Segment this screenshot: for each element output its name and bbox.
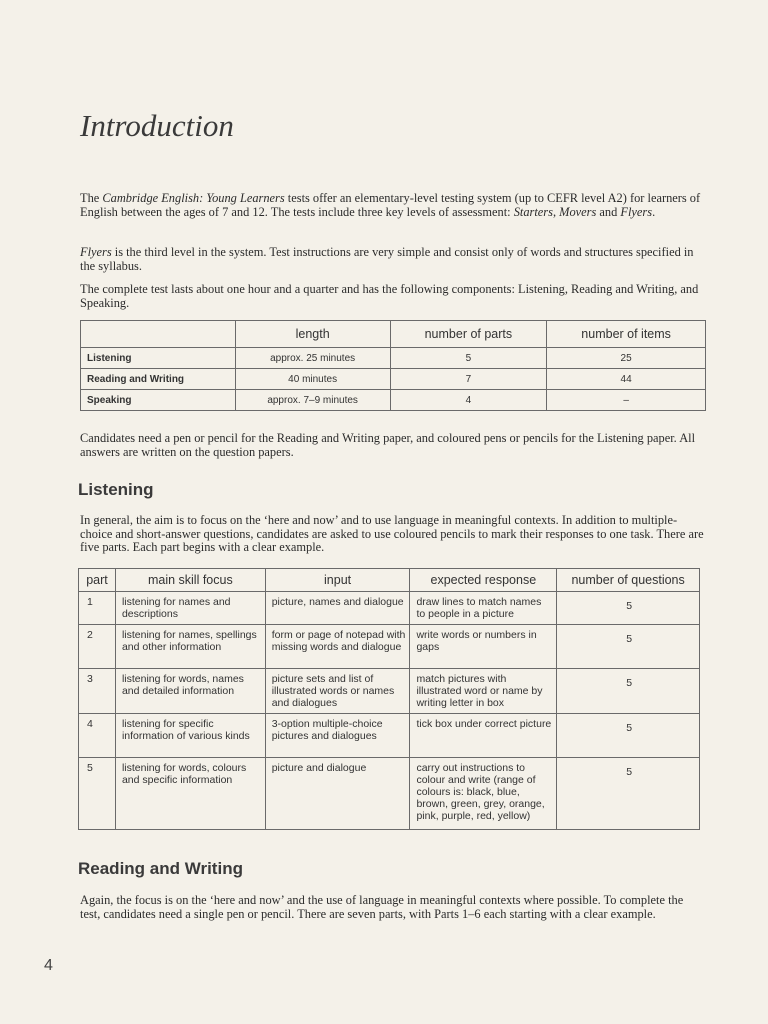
flyers-term: Flyers xyxy=(80,245,112,259)
component-name: Reading and Writing xyxy=(81,369,236,390)
expected-response: tick box under correct picture xyxy=(410,714,557,758)
input: picture, names and dialogue xyxy=(265,592,410,625)
main-skill-focus: listening for words, names and detailed information xyxy=(115,669,265,714)
table-row xyxy=(79,669,700,714)
part-number: 1 xyxy=(79,592,116,625)
page-title: Introduction xyxy=(80,108,234,143)
intro-paragraph-1: The Cambridge English: Young Learners tests offer an elementary-level testing system (up to CEFR level A2) for learners of English between the ages of 7 and 12. The tests include three key levels of assessment: Starters, Movers and Flyers. xyxy=(80,191,701,219)
component-items: – xyxy=(547,390,706,411)
listening-intro: In general, the aim is to focus on the ‘here and now’ and to use language in meaningful contexts. In addition to multiple-choice and short-answer questions, candidates are asked to use coloured pencils to mark their responses to one task. There are five parts. Each part begins with a clear example. xyxy=(80,513,704,554)
component-items: 44 xyxy=(547,369,706,390)
table-row xyxy=(79,758,700,830)
components-table xyxy=(80,320,706,411)
header-length: length xyxy=(235,321,390,348)
candidates-note: Candidates need a pen or pencil for the Reading and Writing paper, and coloured pens or pencils for the Listening paper. All answers are written on the question papers. xyxy=(80,431,696,459)
component-length: approx. 25 minutes xyxy=(235,348,390,369)
header-input: input xyxy=(265,569,410,592)
component-name: Listening xyxy=(81,348,236,369)
listening-table xyxy=(78,568,700,830)
component-items: 25 xyxy=(547,348,706,369)
header-part: part xyxy=(79,569,116,592)
reading-writing-intro: Again, the focus is on the ‘here and now’ and the use of language in meaningful contexts where possible. To complete the test, candidates need a single pen or pencil. There are seven parts, with Parts 1–6 each starting with a clear example. xyxy=(80,893,684,921)
table-row xyxy=(79,625,700,669)
expected-response: match pictures with illustrated word or name by writing letter in box xyxy=(410,669,557,714)
level-flyers: Flyers xyxy=(620,204,653,219)
intro-paragraph-3: The complete test lasts about one hour and a quarter and has the following components: Listening, Reading and Writing, and Speaking. xyxy=(80,282,699,310)
header-number-of-parts: number of parts xyxy=(390,321,547,348)
expected-response: carry out instructions to colour and write (range of colours is: black, blue, brown, green, grey, orange, pink, purple, red, yellow) xyxy=(410,758,557,830)
input: 3-option multiple-choice pictures and dialogues xyxy=(265,714,410,758)
part-number: 4 xyxy=(79,714,116,758)
cambridge-yl-title: Cambridge English: Young Learners xyxy=(102,191,285,205)
intro-paragraph-2: Flyers is the third level in the system. Test instructions are very simple and consist only of words and structures specified in the syllabus. xyxy=(80,245,694,273)
component-length: 40 minutes xyxy=(235,369,390,390)
header-number-of-questions: number of questions xyxy=(557,569,700,592)
components-header-row xyxy=(81,321,706,348)
table-row xyxy=(79,592,700,625)
main-skill-focus: listening for specific information of various kinds xyxy=(115,714,265,758)
table-row xyxy=(81,369,706,390)
main-skill-focus: listening for words, colours and specific information xyxy=(115,758,265,830)
header-expected-response: expected response xyxy=(410,569,557,592)
part-number: 2 xyxy=(79,625,116,669)
input: picture and dialogue xyxy=(265,758,410,830)
part-number: 5 xyxy=(79,758,116,830)
number-of-questions: 5 xyxy=(557,714,700,758)
main-skill-focus: listening for names, spellings and other information xyxy=(115,625,265,669)
table-row xyxy=(81,348,706,369)
part-number: 3 xyxy=(79,669,116,714)
component-parts: 7 xyxy=(390,369,547,390)
level-movers: Movers xyxy=(559,204,597,219)
header-number-of-items: number of items xyxy=(547,321,706,348)
component-length: approx. 7–9 minutes xyxy=(235,390,390,411)
expected-response: write words or numbers in gaps xyxy=(410,625,557,669)
component-parts: 5 xyxy=(390,348,547,369)
table-row xyxy=(81,390,706,411)
input: picture sets and list of illustrated words or names and dialogues xyxy=(265,669,410,714)
reading-writing-heading: Reading and Writing xyxy=(78,859,243,878)
level-starters: Starters xyxy=(513,204,553,219)
number-of-questions: 5 xyxy=(557,758,700,830)
expected-response: draw lines to match names to people in a picture xyxy=(410,592,557,625)
listening-header-row xyxy=(79,569,700,592)
page-number: 4 xyxy=(44,957,53,974)
header-main-skill-focus: main skill focus xyxy=(115,569,265,592)
main-skill-focus: listening for names and descriptions xyxy=(115,592,265,625)
number-of-questions: 5 xyxy=(557,669,700,714)
number-of-questions: 5 xyxy=(557,592,700,625)
component-parts: 4 xyxy=(390,390,547,411)
listening-heading: Listening xyxy=(78,480,154,499)
header-empty xyxy=(81,321,236,348)
input: form or page of notepad with missing words and dialogue xyxy=(265,625,410,669)
component-name: Speaking xyxy=(81,390,236,411)
table-row xyxy=(79,714,700,758)
number-of-questions: 5 xyxy=(557,625,700,669)
